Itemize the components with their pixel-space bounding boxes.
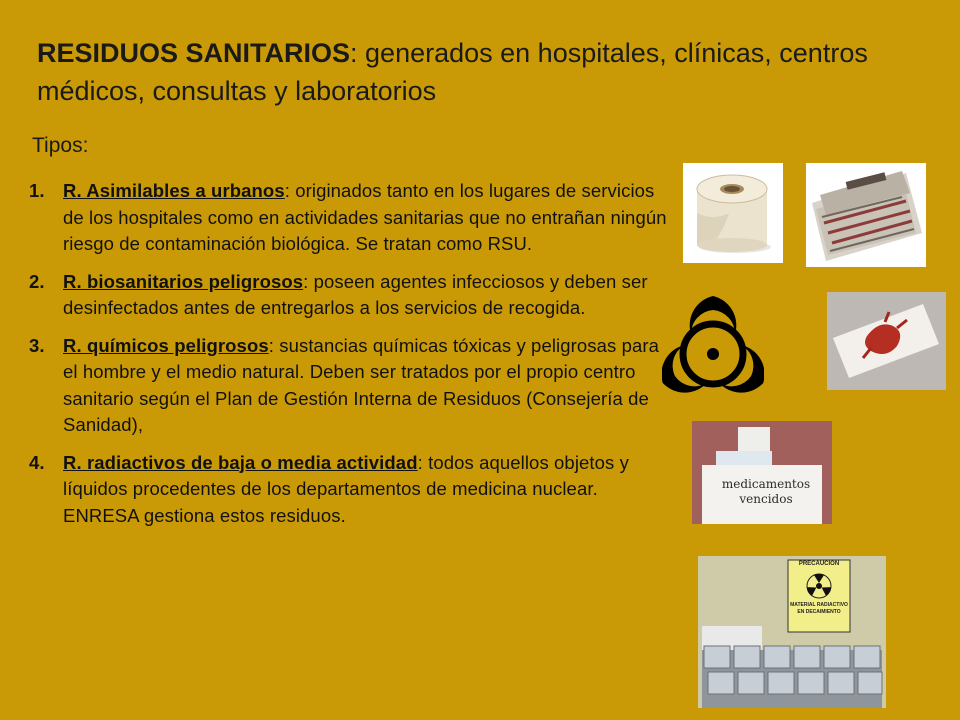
title-rest: : generados en hospitales, clínicas, centros médicos, consultas y laboratorios [37, 38, 868, 106]
waste-types-list [29, 178, 669, 540]
item-desc: : poseen agentes infecciosos y deben ser desinfectados antes de entregarlos a los servicios de recogida. [63, 270, 648, 318]
biohazard-icon [662, 292, 764, 408]
newspapers-image [806, 163, 926, 267]
item-desc: : sustancias químicas tóxicas y peligrosas para el hombre y el medio natural. Deben ser tratados por el propio centro sanitario según el Plan de Gestión Interna de Residuos (Consejería de Sanidad), [63, 334, 660, 435]
sign-top: PRECAUCION [798, 561, 840, 567]
toilet-paper-image [683, 163, 783, 263]
list-item [29, 269, 669, 322]
item-number: 3. [29, 334, 45, 356]
list-item [29, 333, 669, 439]
radioactive-storage-image [698, 556, 886, 708]
title-bold: RESIDUOS SANITARIOS [37, 38, 351, 68]
item-number: 1. [29, 180, 45, 201]
expired-medicines-image [692, 421, 832, 524]
bloody-bandage-image [827, 292, 946, 390]
box-label: medicamentos vencidos [721, 477, 811, 506]
slide-title [37, 34, 917, 110]
item-number: 4. [29, 451, 45, 473]
list-item [29, 450, 669, 530]
item-term: R. biosanitarios peligrosos [63, 270, 304, 292]
item-term: R. químicos peligrosos [63, 334, 269, 356]
item-term: R. Asimilables a urbanos [63, 180, 285, 201]
item-desc: : todos aquellos objetos y líquidos procedentes de los departamentos de medicina nuclear. ENRESA gestiona estos residuos. [63, 451, 629, 526]
sign-text: MATERIAL RADIACTIVO EN DECAIMIENTO [790, 602, 848, 615]
subtitle: Tipos: [32, 134, 89, 157]
list-item [29, 178, 669, 258]
item-term: R. radiactivos de baja o media actividad [63, 451, 418, 473]
item-number: 2. [29, 270, 45, 292]
item-desc: : originados tanto en los lugares de servicios de los hospitales como en actividades sanitarias que no entrañan ningún riesgo de contaminación biológica. Se tratan como RSU. [63, 180, 667, 254]
